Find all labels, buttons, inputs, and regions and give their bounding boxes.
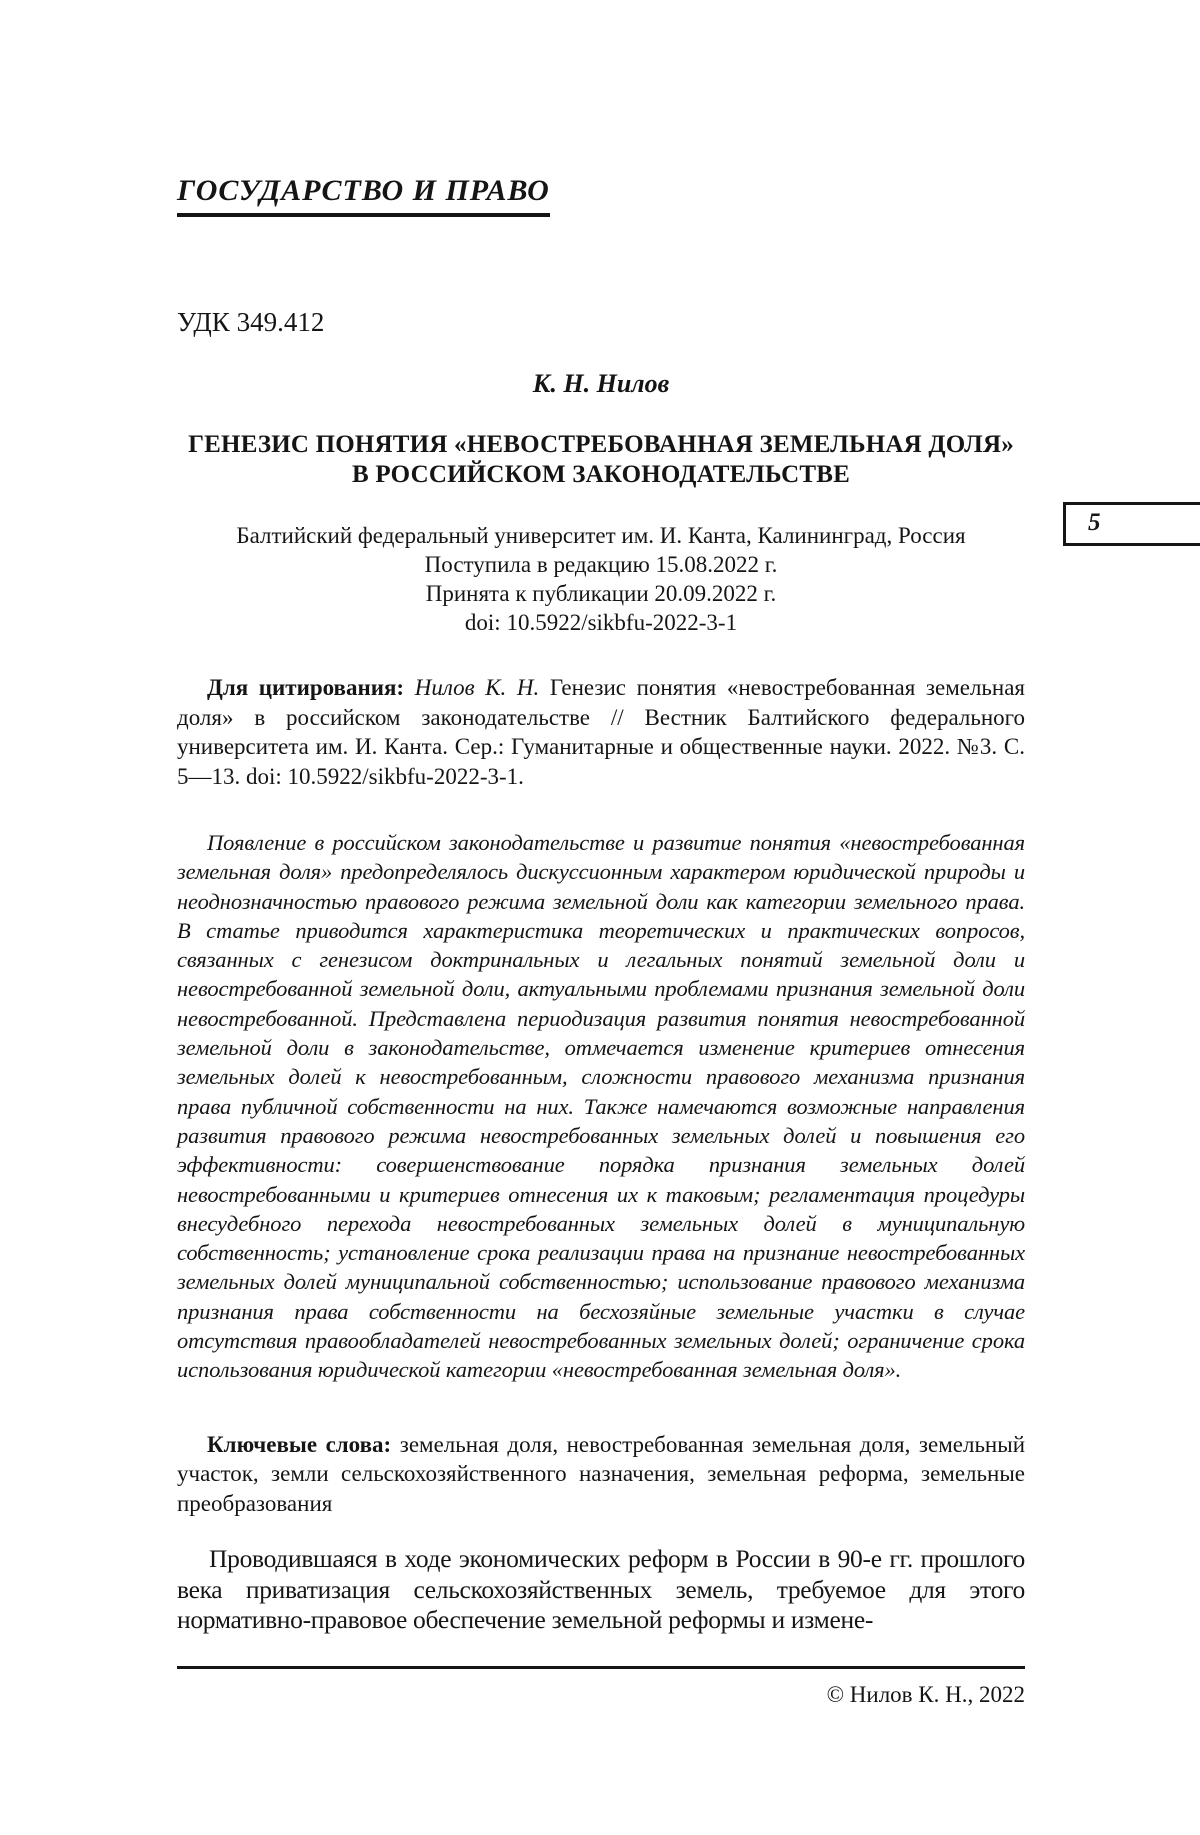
article-author: К. Н. Нилов bbox=[532, 369, 670, 398]
keywords-text: земельная доля, невостребованная земельная доля, земельный участок, земли сельскохозяйственного назначения, земельная реформа, земельные преобразования bbox=[177, 1431, 1026, 1516]
footer-divider bbox=[177, 1666, 1025, 1669]
page-content bbox=[177, 0, 1025, 1636]
page-number: 5 bbox=[1088, 509, 1101, 536]
rubric-row bbox=[177, 176, 1025, 217]
received-date: Поступила в редакцию 15.08.2022 г. bbox=[424, 552, 778, 577]
citation-author: Нилов К. Н. bbox=[414, 675, 540, 700]
affiliation: Балтийский федеральный университет им. И. Канта, Калининград, Россия bbox=[236, 523, 966, 548]
article-title bbox=[177, 430, 1025, 490]
copyright-notice: © Нилов К. Н., 2022 bbox=[826, 1682, 1025, 1707]
accepted-date: Принята к публикации 20.09.2022 г. bbox=[425, 581, 777, 606]
page-footer bbox=[177, 1666, 1025, 1708]
article-title-line1: ГЕНЕЗИС ПОНЯТИЯ «НЕВОСТРЕБОВАННАЯ ЗЕМЕЛЬНАЯ ДОЛЯ» bbox=[188, 431, 1014, 458]
citation-label: Для цитирования: bbox=[207, 675, 405, 700]
citation-text: Генезис понятия «невостребованная земельная доля» в российском законодательстве // Вестник Балтийского федерального университета им. И. Канта. Сер.: Гуманитарные и общественные науки. 2022. №3. С. 5—13. doi: 10.5922/sikbfu-2022-3-1. bbox=[177, 675, 1026, 789]
udc-code: УДК 349.412 bbox=[177, 307, 325, 337]
doi-line: doi: 10.5922/sikbfu-2022-3-1 bbox=[464, 610, 738, 635]
section-rubric: ГОСУДАРСТВО И ПРАВО bbox=[177, 176, 550, 217]
article-meta bbox=[177, 521, 1025, 637]
body-paragraph: Проводившаяся в ходе экономических реформ в России в 90-е гг. прошлого века приватизация сельскохозяйственных земель, требуемое для этого нормативно-правовое обеспечение земельной реформы и измене- bbox=[177, 1544, 1025, 1635]
abstract-text: Появление в российском законодательстве и развитие понятия «невостребованная земельная доля» предопределялось дискуссионным характером юридической природы и неоднозначностью правового режима земельной доли как категории земельного права. В статье приводится характеристика теоретических и практических вопросов, связанных с генезисом доктринальных и легальных понятий земельной доли и невостребованной земельной доли, актуальными проблемами признания земельной доли невостребованной. Представлена периодизация развития понятия невостребованной земельной доли в законодательстве, отмечается изменение критериев отнесения земельных долей к невостребованным, сложности правового механизма признания права публичной собственности на них. Также намечаются возможные направления развития правового режима невостребованных земельных долей и повышения его эффективности: совершенствование порядка признания земельных долей невостребованными и критериев отнесения их к таковым; регламентация процедуры внесудебного перехода невостребованных земельных долей в муниципальную собственность; установление срока реализации права на признание невостребованных земельных долей муниципальной собственностью; использование правового механизма признания права собственности на бесхозяйные земельные участки в случае отсутствия правообладателей невостребованных земельных долей; ограничение срока использования юридической категории «невостребованная земельная доля». bbox=[177, 830, 1025, 1383]
page-number-box bbox=[1063, 502, 1200, 546]
citation-block bbox=[177, 673, 1025, 791]
article-title-line2: В РОССИЙСКОМ ЗАКОНОДАТЕЛЬСТВЕ bbox=[352, 461, 850, 488]
keywords-label: Ключевые слова: bbox=[207, 1431, 392, 1457]
keywords-block bbox=[177, 1430, 1025, 1519]
